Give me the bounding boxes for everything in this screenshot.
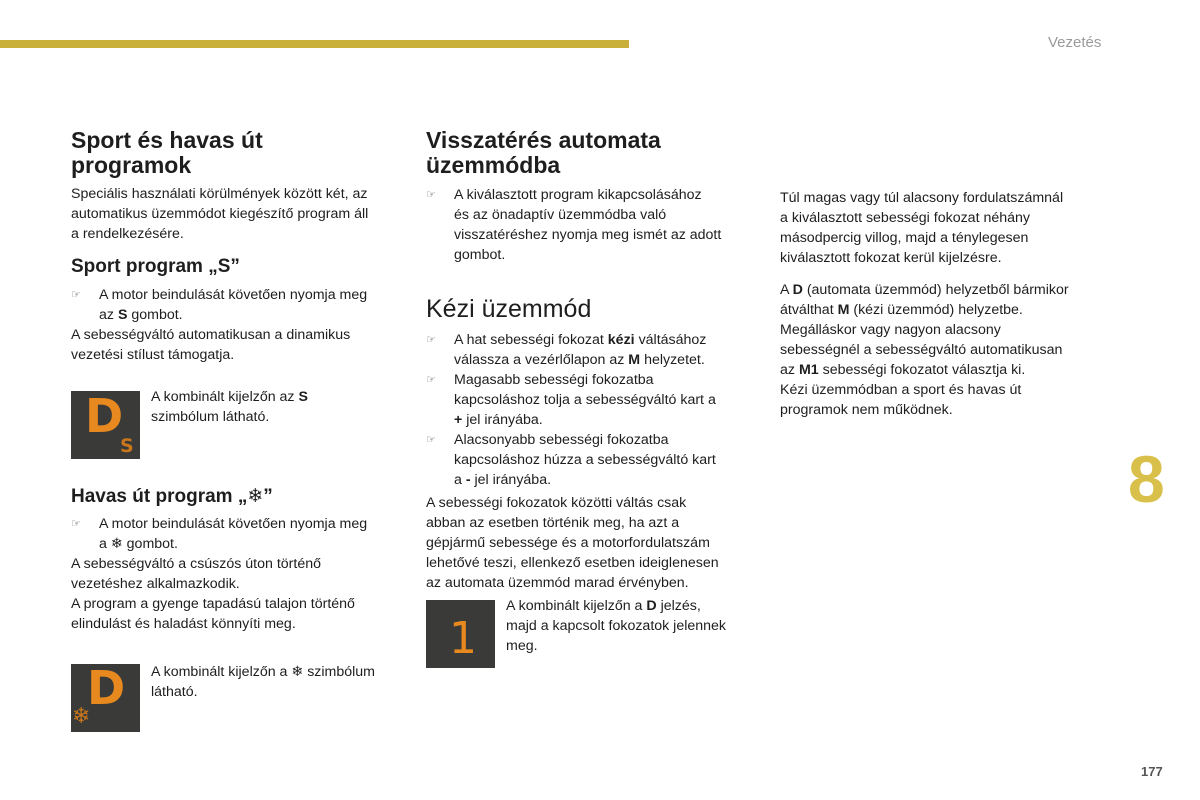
text-line: lehetővé teszi, ellenkező esetben ideiglenesen <box>426 555 719 571</box>
chapter-number: 8 <box>1128 442 1165 516</box>
snow-description <box>71 554 355 634</box>
gear-display-caption <box>506 596 726 656</box>
d-position-label: D <box>792 282 803 298</box>
display-gear-letter: D <box>87 664 126 715</box>
snowflake-icon: ❄ <box>72 704 91 729</box>
text-line: sebességnél a sebességváltó automatikusan <box>780 342 1063 358</box>
hand-pointer-icon: ☞ <box>71 289 81 301</box>
plus-sign: + <box>454 412 463 428</box>
snow-display-caption <box>151 662 375 702</box>
text-line: vezetéshez alkalmazkodik. <box>71 576 240 592</box>
sport-snow-title <box>71 128 263 178</box>
title-line: Sport és havas út <box>71 127 263 153</box>
text-line: (kézi üzemmód) helyzetbe. <box>849 302 1023 318</box>
sport-description <box>71 325 350 365</box>
m1-gear-label: M1 <box>798 362 819 378</box>
text-line: Kézi üzemmódban a sport és havas út <box>780 382 1022 398</box>
text-line: (automata üzemmód) helyzetből bármikor <box>802 282 1069 298</box>
title-line: programok <box>71 152 192 178</box>
return-auto-bullet <box>426 185 721 265</box>
hand-pointer-icon: ☞ <box>426 434 436 446</box>
text-line: az automata üzemmód marad érvényben. <box>426 575 689 591</box>
text-line: a rendelkezésére. <box>71 226 184 242</box>
manual-bullet-downshift <box>426 430 716 490</box>
blinking-gear-note <box>780 188 1063 268</box>
text-line: vezetési stílust támogatja. <box>71 347 235 363</box>
text-line: A hat sebességi fokozat <box>454 332 608 348</box>
text-line: visszatéréshez nyomja meg ismét az adott <box>454 227 722 243</box>
page-number: 177 <box>1141 764 1163 779</box>
emphasis-text: kézi <box>607 332 635 348</box>
text-line: az <box>99 307 118 323</box>
text-line: A kiválasztott program kikapcsolásához <box>454 187 702 203</box>
sport-program-heading: Sport program „S” <box>71 256 240 277</box>
text-line: és az önadaptív üzemmódba való <box>454 207 667 223</box>
text-line: Speciális használati körülmények között két, az <box>71 186 368 202</box>
text-line: A motor beindulását követően nyomja meg <box>99 287 368 303</box>
text-line: gépjármű sebessége és a motorfordulatszám <box>426 535 710 551</box>
text-line: A <box>780 282 793 298</box>
text-line: válassza a vezérlőlapon az <box>454 352 629 368</box>
snow-program-heading: Havas út program „❄” <box>71 486 273 507</box>
header-accent-bar <box>0 40 629 48</box>
text-line: A sebességi fokozatok közötti váltás csak <box>426 495 687 511</box>
return-auto-title <box>426 128 661 178</box>
sport-display-caption <box>151 387 308 427</box>
manual-bullet-select <box>426 330 706 370</box>
text-line: kiválasztott fokozat kerül kijelzésre. <box>780 250 1002 266</box>
gear-change-note <box>426 493 719 593</box>
manual-bullet-upshift <box>426 370 716 430</box>
text-line: elindulást és haladást könnyíti meg. <box>71 616 296 632</box>
text-line: átválthat <box>780 302 838 318</box>
text-line: automatikus üzemmódot kiegészítő program áll <box>71 206 369 222</box>
title-line: Visszatérés automata <box>426 127 661 153</box>
display-s-symbol: S <box>120 435 134 457</box>
text-line: jel irányába. <box>470 472 552 488</box>
text-line: gombot. <box>127 307 183 323</box>
text-line: A motor beindulását követően nyomja meg <box>99 516 368 532</box>
text-line: kapcsoláshoz tolja a sebességváltó kart a <box>454 392 716 408</box>
text-line: Alacsonyabb sebességi fokozatba <box>454 432 669 448</box>
text-line: váltásához <box>634 332 707 348</box>
text-line: a <box>454 472 466 488</box>
display-gear-letter: D <box>85 391 124 443</box>
hand-pointer-icon: ☞ <box>71 518 81 530</box>
intro-text <box>71 184 368 244</box>
text-line: másodpercig villog, majd a ténylegesen <box>780 230 1029 246</box>
text-line: majd a kapcsolt fokozatok jelennek <box>506 618 727 634</box>
sport-bullet <box>71 285 367 325</box>
text-line: Túl magas vagy túl alacsony fordulatszámnál <box>780 190 1064 206</box>
text-line: A program a gyenge tapadású talajon történő <box>71 596 355 612</box>
text-line: helyzetet. <box>640 352 705 368</box>
text-line: a ❄ gombot. <box>99 536 178 552</box>
hand-pointer-icon: ☞ <box>426 334 436 346</box>
hand-pointer-icon: ☞ <box>426 374 436 386</box>
m-position-label: M <box>628 352 641 368</box>
mode-switch-note <box>780 280 1069 420</box>
text-line: meg. <box>506 638 538 654</box>
text-line: A kombinált kijelzőn a <box>506 598 647 614</box>
text-line: A kombinált kijelzőn a ❄ szimbólum <box>151 664 375 680</box>
text-line: jelzés, <box>656 598 701 614</box>
text-line: A kombinált kijelzőn az <box>151 389 299 405</box>
text-line: abban az esetben történik meg, ha azt a <box>426 515 680 531</box>
text-line: jel irányába. <box>462 412 543 428</box>
gear-display-image <box>426 600 495 668</box>
text-line: szimbólum látható. <box>151 409 270 425</box>
s-symbol-label: S <box>298 389 308 405</box>
snow-display-image <box>71 664 140 732</box>
display-gear-number: 1 <box>449 613 477 664</box>
d-symbol-label: D <box>646 598 657 614</box>
sport-display-image <box>71 391 140 459</box>
minus-sign: - <box>465 472 471 488</box>
hand-pointer-icon: ☞ <box>426 189 436 201</box>
text-line: A sebességváltó automatikusan a dinamikus <box>71 327 351 343</box>
text-line: sebességi fokozatot választja ki. <box>818 362 1026 378</box>
text-line: a kiválasztott sebességi fokozat néhány <box>780 210 1031 226</box>
text-line: látható. <box>151 684 198 700</box>
title-line: üzemmódba <box>426 152 561 178</box>
text-line: kapcsoláshoz húzza a sebességváltó kart <box>454 452 716 468</box>
text-line: gombot. <box>454 247 506 263</box>
text-line: az <box>780 362 799 378</box>
text-line: Magasabb sebességi fokozatba <box>454 372 654 388</box>
s-key: S <box>117 307 128 323</box>
text-line: A sebességváltó a csúszós úton történő <box>71 556 322 572</box>
m-position-label: M <box>837 302 850 318</box>
snow-bullet <box>71 514 367 554</box>
text-line: Megálláskor vagy nagyon alacsony <box>780 322 1001 338</box>
manual-mode-title: Kézi üzemmód <box>426 295 592 323</box>
text-line: programok nem működnek. <box>780 402 953 418</box>
section-title: Vezetés <box>1048 34 1102 51</box>
